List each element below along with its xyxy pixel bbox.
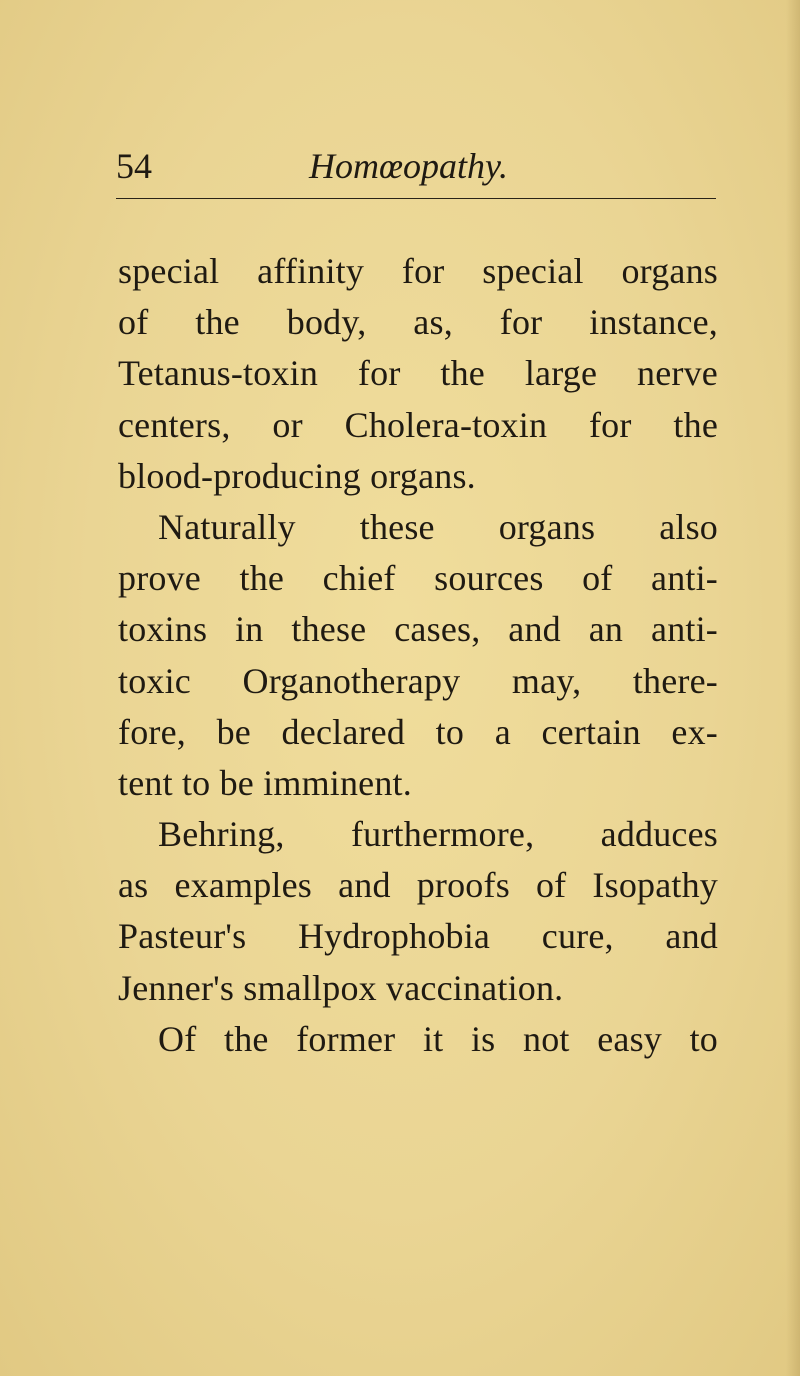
page-edge-shadow xyxy=(786,0,800,1376)
text-line: Tetanus-toxin for the large nerve xyxy=(118,353,718,394)
text-line: Naturally these organs also xyxy=(158,506,718,547)
text-line: of the body, as, for instance, xyxy=(118,302,718,343)
text-line: Pasteur's Hydrophobia cure, and xyxy=(118,916,718,957)
page-number: 54 xyxy=(116,146,152,186)
text-line: tent to be imminent. xyxy=(118,762,412,803)
text-line: toxins in these cases, and an anti- xyxy=(118,609,718,650)
body-text xyxy=(118,246,718,1065)
text-line: prove the chief sources of anti- xyxy=(118,558,718,599)
text-line: centers, or Cholera-toxin for the xyxy=(118,404,718,445)
text-line: blood-producing organs. xyxy=(118,455,476,496)
text-line: Jenner's smallpox vaccination. xyxy=(118,967,564,1008)
running-title: Homœopathy. xyxy=(309,146,509,186)
text-line: toxic Organotherapy may, there- xyxy=(118,660,718,701)
text-line: Behring, furthermore, adduces xyxy=(158,814,718,855)
text-line: special affinity for special organs xyxy=(118,251,718,291)
page-header xyxy=(116,142,716,190)
text-line: Of the former it is not easy to xyxy=(158,1018,718,1059)
text-line: fore, be declared to a certain ex- xyxy=(118,711,718,752)
text-line: as examples and proofs of Isopathy xyxy=(118,865,718,906)
header-rule xyxy=(116,198,716,199)
